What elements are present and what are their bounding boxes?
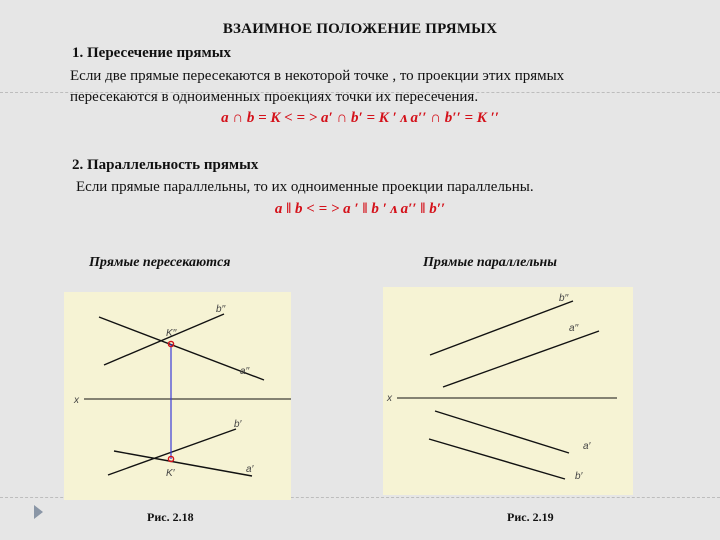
figure-left-number: Рис. 2.18 — [147, 510, 194, 524]
section1-heading: 1. Пересечение прямых — [72, 45, 231, 61]
figure-left-drawing — [64, 292, 291, 500]
section1-formula: a ∩ b = K < = > a′ ∩ b′ = K ′ ᴧ a′′ ∩ b′′ = K ′′ — [221, 110, 499, 126]
figure-left-caption: Прямые пересекаются — [89, 255, 231, 270]
label-x: x — [387, 393, 392, 404]
next-slide-arrow-icon[interactable] — [34, 505, 43, 519]
figure-right-number: Рис. 2.19 — [507, 510, 554, 524]
label-b2: b′′ — [216, 304, 226, 315]
section2-text-line1: Если прямые параллельны, то их одноименные проекции параллельны. — [76, 179, 534, 195]
label-a2: a′′ — [569, 323, 579, 334]
label-k2: K′′ — [166, 328, 177, 339]
page-title: ВЗАИМНОЕ ПОЛОЖЕНИЕ ПРЯМЫХ — [222, 21, 498, 37]
figure-right-caption: Прямые параллельны — [423, 255, 558, 270]
line-a1 — [114, 451, 252, 476]
label-b2: b′′ — [559, 293, 569, 304]
label-a1: a′ — [583, 441, 591, 452]
label-a1: a′ — [246, 464, 254, 475]
section2-heading: 2. Параллельность прямых — [72, 157, 259, 173]
label-k1: K′ — [166, 468, 175, 479]
section1-text-line1: Если две прямые пересекаются в некоторой точке , то проекции этих прямых — [70, 68, 565, 84]
section2-formula: a ‖ b < = > a ′ ‖ b ′ ᴧ a′′ ‖ b′′ — [274, 201, 446, 217]
line-b2 — [430, 301, 573, 355]
label-b1: b′ — [575, 471, 583, 482]
label-a2: a′′ — [240, 366, 250, 377]
section1-text-line2: пересекаются в одноименных проекциях точки их пересечения. — [70, 89, 479, 105]
parallel-lines-svg — [383, 287, 633, 495]
label-b1: b′ — [234, 419, 242, 430]
intersecting-lines-svg — [64, 292, 291, 500]
figure-right-drawing — [383, 287, 633, 495]
label-x: x — [74, 395, 79, 406]
line-a2 — [443, 331, 599, 387]
